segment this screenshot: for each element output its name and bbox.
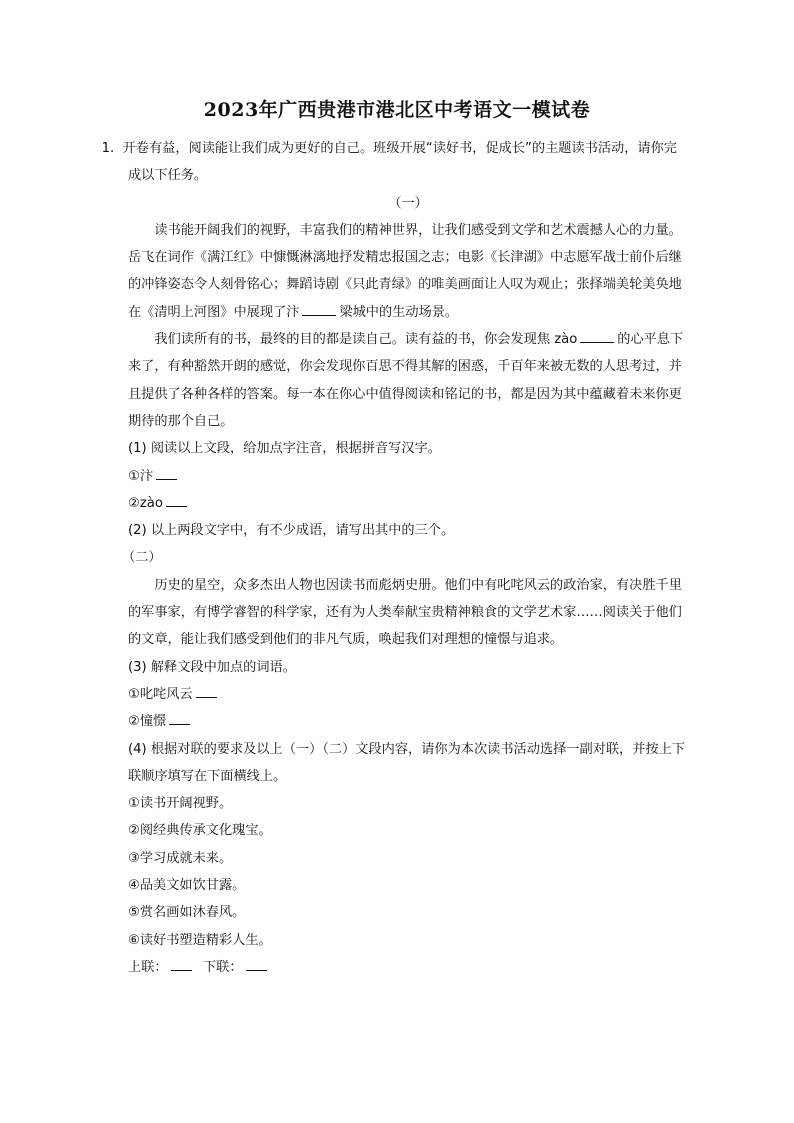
option-item: ⑥读好书塑造精彩人生。 (128, 932, 272, 948)
item-label: ②憧憬 (128, 714, 167, 730)
paragraph-2 (128, 326, 688, 435)
option-item: ①读书开阔视野。 (128, 796, 233, 812)
answer-blank[interactable] (580, 329, 614, 343)
paragraph-3: 历史的星空，众多杰出人物也因读书而彪炳史册。他们中有叱咤风云的政治家，有决胜千里的军事家，有博学睿智的科学家，还有为人类奉献宝贵精神粮食的文学艺术家……阅读关于他们的文章，能让我们感受到他们的非凡气质，唤起我们对理想的憧憬与追求。 (128, 577, 682, 648)
sub-question-3-item-b (128, 708, 688, 735)
exam-content (101, 135, 688, 981)
item-label: ①汴 (128, 468, 154, 484)
option-item: ④品美文如饮甘露。 (128, 878, 246, 894)
item-label: ②zào (128, 495, 163, 511)
question-number: 1. (101, 141, 115, 156)
paragraph-1 (128, 217, 688, 326)
item-label: ①叱咤风云 (128, 686, 193, 702)
answer-blank[interactable] (302, 302, 336, 316)
page-title: 2023年广西贵港市港北区中考语文一模试卷 (203, 99, 591, 121)
answer-blank[interactable] (196, 684, 217, 698)
answer-blank[interactable] (169, 711, 190, 725)
lower-couplet-label: 下联： (202, 959, 243, 975)
section-2-heading: （二） (122, 550, 162, 566)
question-1-text: 开卷有益，阅读能让我们成为更好的自己。班级开展“读好书，促成长”的主题读书活动，请你完成以下任务。 (122, 141, 677, 184)
sub-question-2: (2) 以上两段文字中，有不少成语，请写出其中的三个。 (128, 523, 455, 539)
option-item: ⑤赏名画如沐春风。 (128, 905, 246, 921)
option-item: ②阅经典传承文化瑰宝。 (128, 823, 272, 839)
sub-question-3: (3) 解释文段中加点的词语。 (128, 659, 296, 675)
paragraph-1-part-a: 读书能开阔我们的视野，丰富我们的精神世界，让我们感受到文学和艺术震撼人心的力量。岳飞在词作《满江红》中慷慨淋漓地抒发精忠报国之志；电影《长津湖》中志愿军战士前仆后继的冲锋姿态令人刻骨铭心；舞蹈诗剧《只此青绿》的唯美画面让人叹为观止；张择端美轮美奂地在《清明上河图》中展现了汴 (128, 222, 682, 320)
upper-couplet-label: 上联： (128, 959, 168, 975)
paragraph-1-part-b: 梁城中的生动场景。 (339, 304, 459, 320)
sub-question-1-item-a (128, 463, 688, 490)
question-1-intro (101, 135, 688, 190)
sub-question-1: (1) 阅读以上文段，给加点字注音，根据拼音写汉字。 (128, 441, 441, 457)
option-item: ③学习成就未来。 (128, 850, 233, 866)
paragraph-2-part-b: 的心平息下来了，有种豁然开朗的感觉，你会发现你百思不得其解的困惑，千百年来被无数的人思考过，并且提供了各种各样的答案。每一本在你心中值得阅读和铭记的书，都是因为其中蕴藏着未来你更期待的那个自己。 (128, 332, 684, 429)
lower-couplet-blank[interactable] (246, 957, 267, 971)
answer-blank[interactable] (166, 493, 187, 507)
upper-couplet-blank[interactable] (171, 957, 192, 971)
sub-question-3-item-a (128, 681, 688, 708)
sub-question-1-item-b (128, 490, 688, 517)
couplet-answer-line (128, 954, 688, 981)
section-1-heading: （一） (388, 195, 428, 211)
paragraph-2-part-a: 我们读所有的书，最终的目的都是读自己。读有益的书，你会发现焦 zào (154, 332, 578, 348)
answer-blank[interactable] (156, 466, 177, 480)
sub-question-4: (4) 根据对联的要求及以上（一）（二）文段内容，请你为本次读书活动选择一副对联，并按上下联顺序填写在下面横线上。 (128, 741, 685, 784)
